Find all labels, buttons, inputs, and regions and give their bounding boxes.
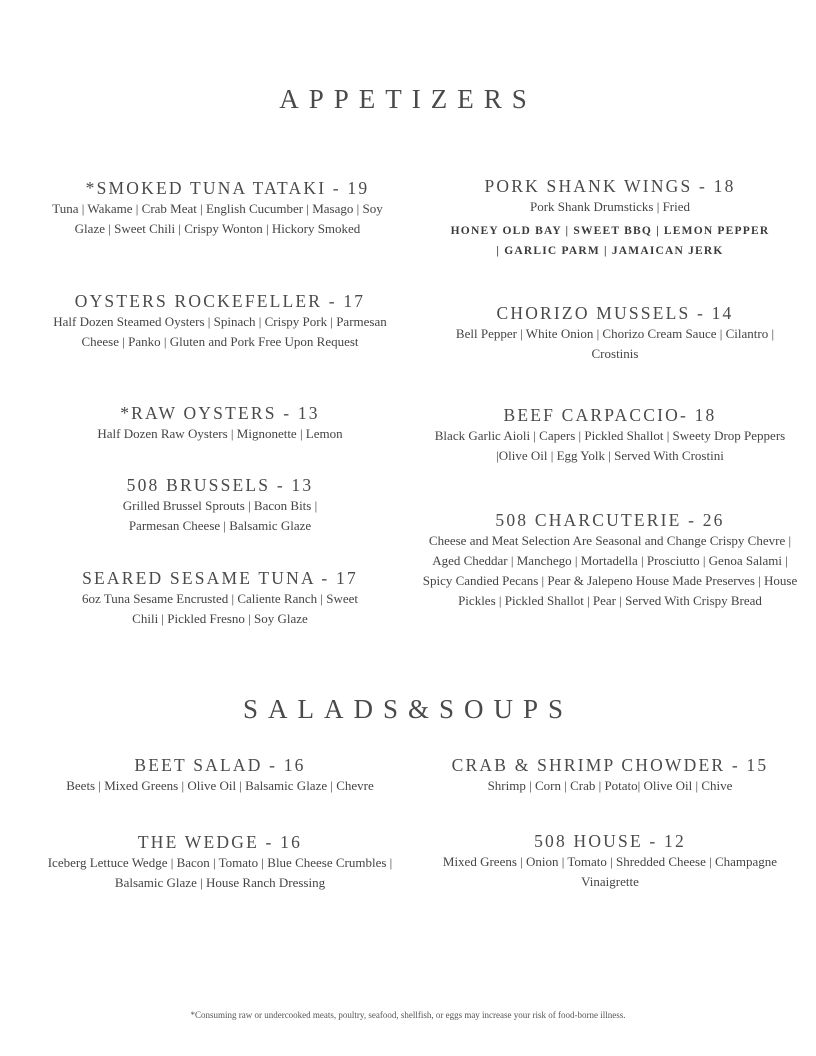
item-title: PORK SHANK WINGS - 18 [484,176,736,196]
menu-item-508-brussels [40,474,400,536]
item-title: BEET SALAD - 16 [134,755,306,775]
item-title: CRAB & SHRIMP CHOWDER - 15 [451,755,769,775]
menu-item-smoked-tuna-tataki [40,177,395,239]
menu-item-beet-salad [30,754,410,796]
menu-item-raw-oysters [40,402,400,444]
item-description: Half Dozen Raw Oysters | Mignonette | Lemon [97,426,343,441]
menu-item-chorizo-mussels [430,302,800,364]
item-description: Iceberg Lettuce Wedge | Bacon | Tomato | Blue Cheese Crumbles | Balsamic Glaze | House Ranch Dressing [47,855,393,890]
item-description: Pork Shank Drumsticks | Fried [529,199,691,214]
menu-item-508-house [430,830,790,892]
item-description: 6oz Tuna Sesame Encrusted | Caliente Ranch | Sweet Chili | Pickled Fresno | Soy Glaze [82,591,358,626]
menu-item-seared-sesame-tuna [40,567,400,629]
menu-item-beef-carpaccio [420,404,800,466]
item-title: THE WEDGE - 16 [137,832,303,852]
item-description: Half Dozen Steamed Oysters | Spinach | Crispy Pork | Parmesan Cheese | Panko | Gluten and Pork Free Upon Request [53,314,387,349]
menu-item-the-wedge [40,831,400,893]
item-description: Shrimp | Corn | Crab | Potato| Olive Oil | Chive [487,778,733,793]
salads-soups-heading: SALADS&SOUPS [242,694,574,724]
appetizers-heading: APPETIZERS [279,84,537,114]
item-description: Black Garlic Aioli | Capers | Pickled Shallot | Sweety Drop Peppers |Olive Oil | Egg Yolk | Served With Crostini [434,428,786,463]
item-title: BEEF CARPACCIO- 18 [503,405,717,425]
menu-item-crab-shrimp-chowder [420,754,800,796]
item-title: *SMOKED TUNA TATAKI - 19 [85,178,370,198]
item-description: Beets | Mixed Greens | Olive Oil | Balsamic Glaze | Chevre [66,778,374,793]
item-title: 508 CHARCUTERIE - 26 [495,510,725,530]
menu-item-oysters-rockefeller [40,290,400,352]
item-description: Mixed Greens | Onion | Tomato | Shredded Cheese | Champagne Vinaigrette [442,854,778,889]
item-title: 508 HOUSE - 12 [534,831,686,851]
item-title: OYSTERS ROCKEFELLER - 17 [74,291,366,311]
menu-item-508-charcuterie [420,509,800,611]
food-safety-footnote: *Consuming raw or undercooked meats, poultry, seafood, shellfish, or eggs may increase your risk of food-borne illness. [190,1010,626,1020]
item-title: CHORIZO MUSSELS - 14 [496,303,734,323]
item-title: *RAW OYSTERS - 13 [120,403,320,423]
item-title: SEARED SESAME TUNA - 17 [82,568,358,588]
item-description: Cheese and Meat Selection Are Seasonal and Change Crispy Chevre | Aged Cheddar | Manchego | Mortadella | Prosciutto | Genoa Salami | Spicy Candied Pecans | Pear & Jalepeno House Made Preserves | House Pickles | Pickled Shallot | Pear | Served With Crispy Bread [422,533,798,608]
item-description: Grilled Brussel Sprouts | Bacon Bits | Parmesan Cheese | Balsamic Glaze [122,498,318,533]
item-title: 508 BRUSSELS - 13 [126,475,314,495]
menu-item-pork-shank-wings [420,175,800,261]
item-description: Bell Pepper | White Onion | Chorizo Cream Sauce | Cilantro | Crostinis [455,326,775,361]
item-description: Tuna | Wakame | Crab Meat | English Cucumber | Masago | Soy Glaze | Sweet Chili | Crispy Wonton | Hickory Smoked [52,201,383,236]
item-sauce-options: HONEY OLD BAY | SWEET BBQ | LEMON PEPPER | GARLIC PARM | JAMAICAN JERK [450,225,770,257]
